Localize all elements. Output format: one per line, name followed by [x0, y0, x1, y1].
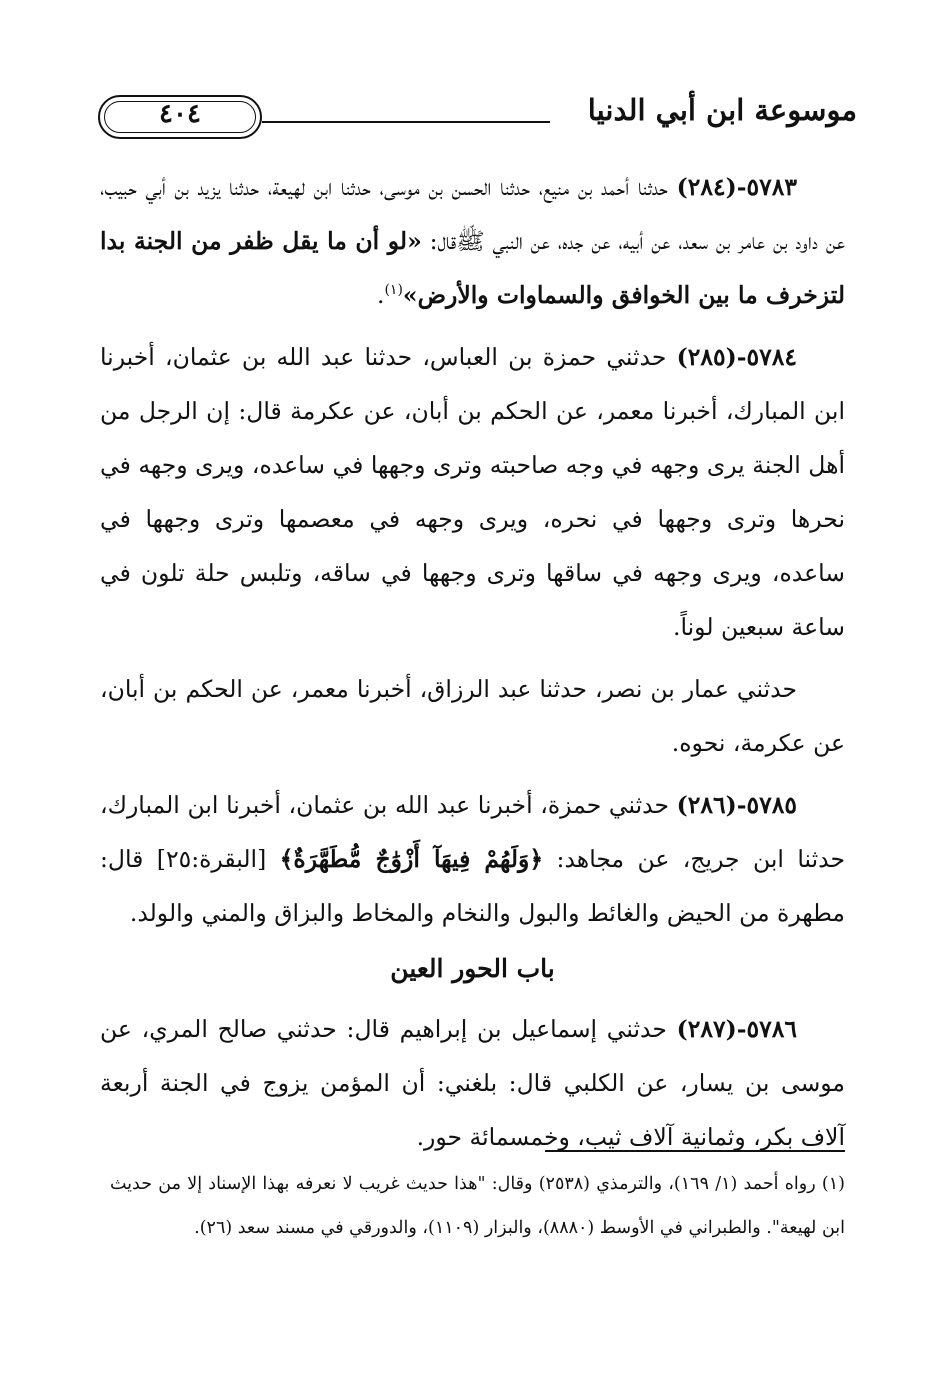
hadith-entry — [100, 1002, 845, 1164]
footnotes — [110, 1162, 845, 1250]
entry-text: حدثني حمزة، أخبرنا عبد الله بن عثمان، أخبرنا ابن المبارك، حدثنا ابن جريج، عن مجاهد: — [100, 791, 845, 873]
footnote-ref[interactable]: (١) — [384, 282, 403, 299]
footnote: (١) رواه أحمد (١/ ١٦٩)، والترمذي (٢٥٣٨) وقال: "هذا حديث غريب لا نعرفه بهذا الإسناد إلا من حديث ابن لهيعة". والطبراني في الأوسط (٨٨٨٠)، والبزار (١١٠٩)، والدورقي في مسند سعد (٢٦). — [110, 1174, 845, 1238]
quran-verse: ﴿وَلَهُمْ فِيهَآ أَزْوَٰجٌ مُّطَهَّرَةٌ﴾ — [279, 845, 544, 873]
hadith-entry — [100, 330, 845, 654]
entry-number: ٥٧٨٤-(٢٨٥) — [676, 343, 797, 371]
footnote-separator — [545, 1150, 845, 1152]
page-number: ٤٠٤ — [159, 99, 201, 129]
entry-number: ٥٧٨٥-(٢٨٦) — [676, 791, 797, 819]
hadith-entry — [100, 160, 845, 322]
running-header-title: موسوعة ابن أبي الدنيا — [587, 93, 857, 127]
page-number-frame — [98, 95, 262, 139]
hadith-chain-note — [100, 662, 845, 770]
header-rule — [262, 121, 550, 123]
entry-text: حدثني إسماعيل بن إبراهيم قال: حدثني صالح المري، عن موسى بن يسار، عن الكلبي قال: بلغني: أن المؤمن يزوج في الجنة أربعة آلاف بكر، وثمانية آلاف ثيب، وخمسمائة حور. — [100, 1015, 845, 1151]
section-heading: باب الحور العين — [390, 954, 555, 983]
entry-text: حدثنا أحمد بن منيع، حدثنا الحسن بن موسى، حدثنا ابن لهيعة، حدثنا يزيد بن أبي حبيب، عن داود بن عامر بن سعد، عن أبيه، عن جده، عن النبي ﷺقال: — [100, 173, 845, 255]
entry-number: ٥٧٨٦-(٢٨٧) — [676, 1015, 797, 1043]
entry-text-end: [البقرة:٢٥] قال: مطهرة من الحيض والغائط والبول والنخام والمخاط والبزاق والمني والولد. — [100, 845, 845, 927]
main-text — [100, 160, 845, 1164]
entry-text: حدثني عمار بن نصر، حدثنا عبد الرزاق، أخبرنا معمر، عن الحكم بن أبان، عن عكرمة، نحوه. — [100, 675, 845, 757]
entry-text-end: . — [376, 281, 385, 309]
entry-number: ٥٧٨٣-(٢٨٤) — [676, 173, 797, 201]
prophetic-quote: «لو أن ما يقل ظفر من الجنة بدا لتزخرف ما بين الخوافق والسماوات والأرض» — [100, 227, 845, 309]
hadith-entry — [100, 778, 845, 940]
entry-text: حدثني حمزة بن العباس، حدثنا عبد الله بن عثمان، أخبرنا ابن المبارك، أخبرنا معمر، عن الحكم بن أبان، عن عكرمة قال: إن الرجل من أهل الجنة يرى وجهه في وجه صاحبته وترى وجهها في ساعده، ويرى وجهه في نحرها وترى وجهها في نحره، ويرى وجهه في معصمها وترى وجهها في ساعده، ويرى وجهه في ساقها وترى وجهها في ساقه، وتلبس حلة تلون في ساعة سبعين لوناً. — [100, 343, 845, 641]
